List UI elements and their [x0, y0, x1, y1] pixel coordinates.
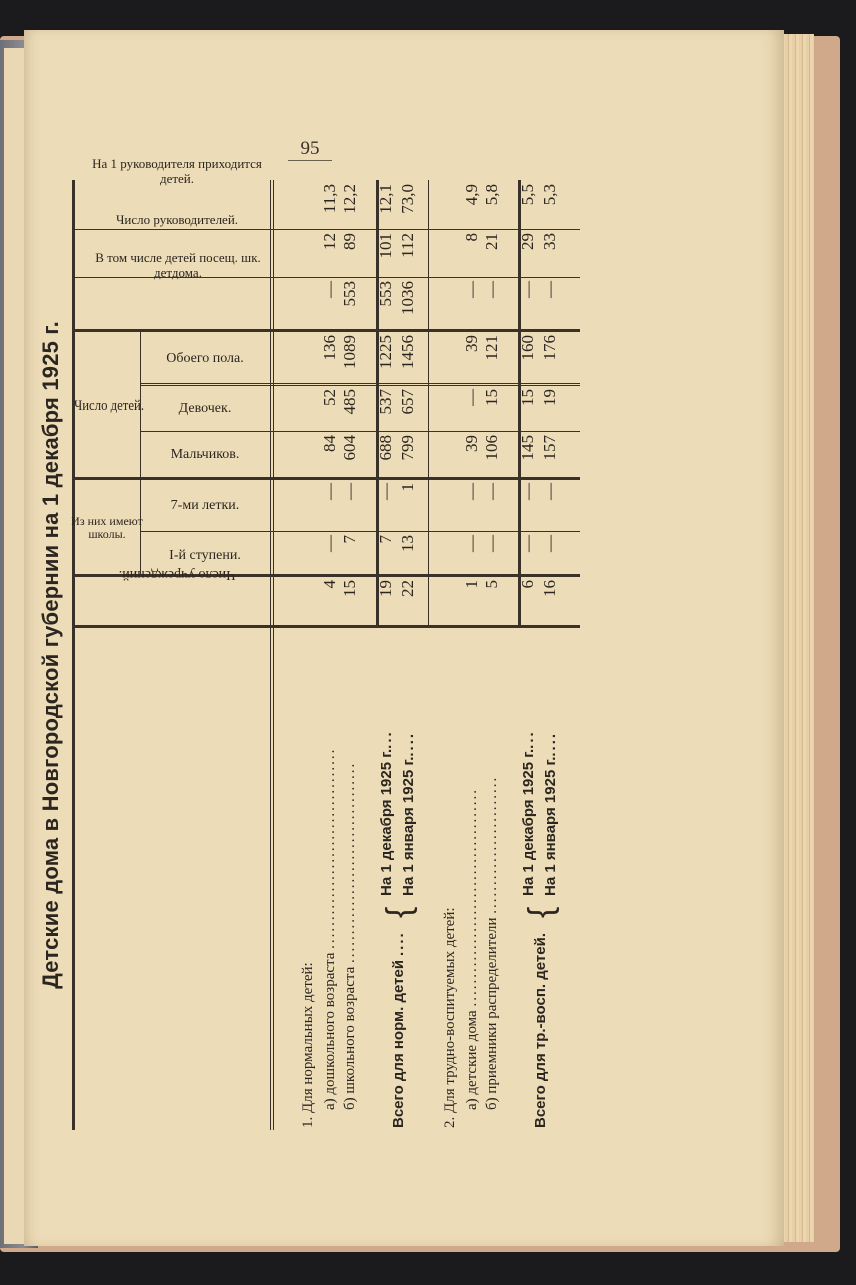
- col-sep-stub: [72, 625, 580, 628]
- cell-institutions: 19: [376, 580, 395, 597]
- section1-total-label: Всего для норм. детей: [390, 959, 407, 1128]
- table-title: Детские дома в Новгородской губернии на 1 декабря 1925 г.: [38, 321, 63, 989]
- section2-total-dec-text: На 1 декабря 1925 г.: [520, 748, 537, 896]
- cell-leaders: 112: [398, 233, 417, 258]
- section2-total-jan-dots: ....: [542, 731, 559, 757]
- cell-girls: 19: [540, 389, 559, 406]
- section1-total-block: [378, 628, 422, 1128]
- cell-attending: 553: [340, 281, 359, 307]
- cell-institutions: 4: [320, 580, 339, 589]
- section1-total-dec: [378, 730, 395, 896]
- cell-boys: 145: [518, 435, 537, 461]
- section1-row1-dots: ...................................: [322, 747, 338, 949]
- section2-row1-label: [464, 788, 481, 1110]
- cell-per-leader: 73,0: [398, 184, 417, 214]
- cell-leaders: 101: [376, 233, 395, 259]
- cell-per-leader: 11,3: [320, 184, 339, 214]
- section2-total-jan-text: На 1 января 1925 г.: [542, 756, 559, 896]
- cell-institutions: 1: [462, 580, 481, 589]
- cell-first-stage: 7: [376, 535, 395, 544]
- section1-total-jan: [400, 732, 417, 896]
- cell-girls: —: [462, 389, 481, 406]
- cell-boys: 688: [376, 435, 395, 461]
- cell-first-stage: —: [540, 535, 559, 552]
- cell-attending: —: [518, 281, 537, 298]
- cell-both: 1456: [398, 335, 417, 369]
- header-per-leader: На 1 руководителя приходится детей.: [92, 156, 262, 186]
- section1-total-dec-text: На 1 декабря 1925 г.: [378, 748, 395, 896]
- header-schools-group: Из них имеют школы.: [71, 514, 143, 541]
- section1-row2-text: б) школьного возраста: [342, 966, 358, 1110]
- section2-heading: 2. Для трудно-воспитуемых детей:: [442, 907, 458, 1128]
- cell-girls: 485: [340, 389, 359, 415]
- section2-row1-text: а) детские дома: [464, 1010, 480, 1110]
- cell-first-stage: —: [518, 535, 537, 552]
- cell-seven-years: —: [376, 483, 395, 500]
- cell-first-stage: 7: [340, 535, 359, 544]
- col-sep-first-stage: [140, 531, 580, 532]
- section1-total-dots: ....: [390, 931, 407, 956]
- cell-first-stage: —: [320, 535, 339, 552]
- page-number-rule: [288, 160, 332, 161]
- section2-brace: {: [522, 906, 560, 918]
- page-number: 95: [300, 138, 320, 159]
- col-sep-girls: [140, 383, 580, 386]
- cell-both: 176: [540, 335, 559, 361]
- header-first-stage: I-й ступени.: [169, 547, 241, 563]
- section1-total-jan-text: На 1 января 1925 г.: [400, 756, 417, 896]
- left-page-edge: [4, 48, 25, 1244]
- cell-attending: —: [540, 281, 559, 298]
- cell-girls: 15: [518, 389, 537, 406]
- cell-seven-years: —: [518, 483, 537, 500]
- cell-leaders: 29: [518, 233, 537, 250]
- cell-first-stage: —: [482, 535, 501, 552]
- table-top-rule: [72, 180, 75, 1130]
- cell-both: 39: [462, 335, 481, 352]
- section2-row2-text: б) приемники распределители: [484, 917, 500, 1110]
- cell-leaders: 21: [482, 233, 501, 250]
- cell-leaders: 89: [340, 233, 359, 250]
- cell-girls: 657: [398, 389, 417, 415]
- cell-institutions: 22: [398, 580, 417, 597]
- cell-per-leader: 5,3: [540, 184, 559, 206]
- section1-brace: {: [380, 906, 418, 918]
- header-seven-years: 7-ми летки.: [170, 497, 240, 513]
- header-girls: Девочек.: [178, 400, 232, 416]
- section2-row2-dots: ........................: [484, 775, 500, 914]
- cell-attending: 1036: [398, 281, 417, 315]
- cell-attending: —: [320, 281, 339, 298]
- cell-per-leader: 5,8: [482, 184, 501, 206]
- cell-seven-years: —: [482, 483, 501, 500]
- col-sep-children: [72, 329, 580, 332]
- header-bottom-rule-2: [273, 180, 274, 1130]
- cell-girls: 52: [320, 389, 339, 406]
- header-leaders: Число руководителей.: [115, 211, 239, 227]
- header-children-group: Число детей.: [73, 397, 145, 414]
- cell-boys: 604: [340, 435, 359, 461]
- cell-leaders: 8: [462, 233, 481, 242]
- cell-girls: 537: [376, 389, 395, 415]
- cell-both: 1089: [340, 335, 359, 369]
- section1-row1-label: [322, 748, 339, 1110]
- cell-seven-years: —: [320, 483, 339, 500]
- cell-institutions: 16: [540, 580, 559, 597]
- header-institutions: Число учреждений.: [118, 567, 236, 583]
- cell-attending: —: [482, 281, 501, 298]
- cell-institutions: 15: [340, 580, 359, 597]
- section2-row2-label: [484, 776, 501, 1110]
- cell-boys: 157: [540, 435, 559, 461]
- cell-boys: 106: [482, 435, 501, 461]
- rotated-table: [30, 156, 570, 1130]
- section2-total-jan: [542, 732, 559, 896]
- col-sep-boys: [140, 431, 580, 432]
- cell-institutions: 6: [518, 580, 537, 589]
- cell-girls: 15: [482, 389, 501, 406]
- cell-per-leader: 4,9: [462, 184, 481, 206]
- section1-heading: 1. Для нормальных детей:: [300, 962, 316, 1128]
- cell-seven-years: 1: [398, 483, 417, 492]
- cell-leaders: 12: [320, 233, 339, 250]
- cell-seven-years: —: [340, 483, 359, 500]
- cell-first-stage: 13: [398, 535, 417, 552]
- section1-row2-dots: ...................................: [342, 761, 358, 963]
- cell-leaders: 33: [540, 233, 559, 250]
- cell-seven-years: —: [462, 483, 481, 500]
- header-boys: Мальчиков.: [170, 446, 240, 462]
- cell-both: 136: [320, 335, 339, 361]
- cell-both: 121: [482, 335, 501, 361]
- cell-attending: —: [462, 281, 481, 298]
- header-attending: В том числе детей посещ. шк. детдома.: [95, 250, 261, 280]
- section1-total-jan-dots: ....: [400, 731, 417, 757]
- cell-seven-years: —: [540, 483, 559, 500]
- section2-total-block: [520, 628, 564, 1128]
- section2-total-label: Всего для тр.-восп. детей.: [532, 932, 549, 1128]
- section1-row1-text: а) дошкольного возраста: [322, 952, 338, 1110]
- cell-boys: 84: [320, 435, 339, 452]
- cell-per-leader: 12,1: [376, 184, 395, 214]
- cell-attending: 553: [376, 281, 395, 307]
- cell-boys: 799: [398, 435, 417, 461]
- section1-row2-label: [342, 762, 359, 1110]
- section2-total-dec: [520, 730, 537, 896]
- cell-both: 1225: [376, 335, 395, 369]
- cell-per-leader: 5,5: [518, 184, 537, 206]
- cell-per-leader: 12,2: [340, 184, 359, 214]
- section1-total-dec-dots: ...: [378, 730, 395, 749]
- section2-top-rule: [428, 180, 429, 628]
- cell-both: 160: [518, 335, 537, 361]
- cell-first-stage: —: [462, 535, 481, 552]
- cell-institutions: 5: [482, 580, 501, 589]
- header-both: Обоего пола.: [166, 350, 244, 366]
- section2-row1-dots: ......................................: [464, 788, 480, 1007]
- header-bottom-rule: [270, 180, 271, 1130]
- section2-total-dec-dots: ...: [520, 730, 537, 749]
- cell-boys: 39: [462, 435, 481, 452]
